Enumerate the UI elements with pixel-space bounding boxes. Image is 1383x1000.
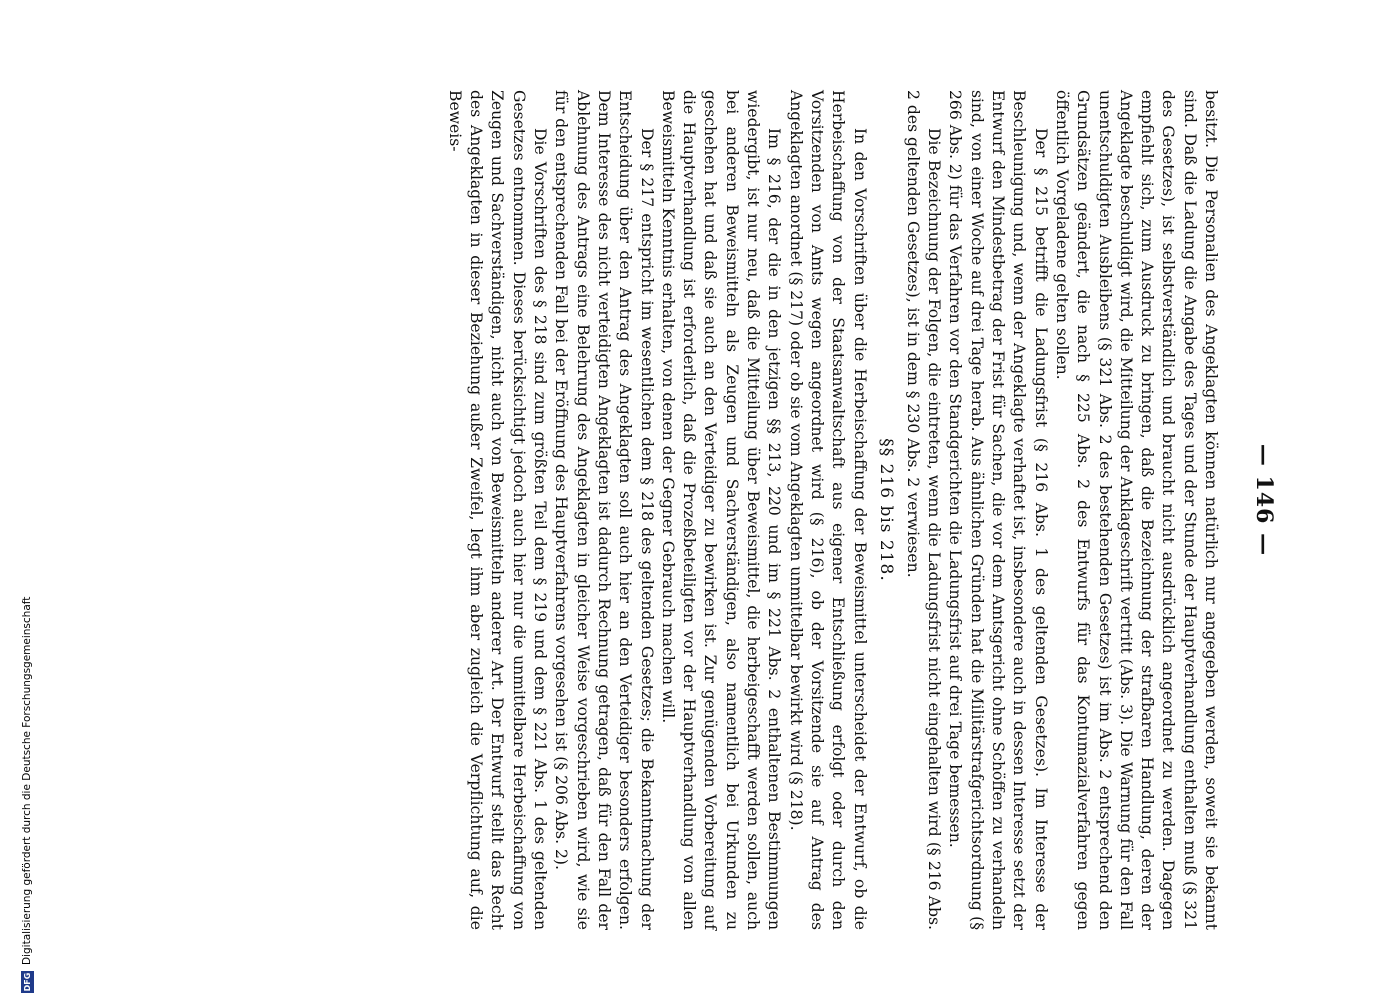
digitization-footer	[19, 393, 35, 993]
body-text	[444, 90, 1221, 930]
rotated-page-content	[123, 40, 1283, 960]
paragraph: Der § 215 betrifft die Ladungsfrist (§ 216 Abs. 1 des geltenden Gesetzes). Im Interesse der Beschleunigung und, wenn der Angeklagte verhaftet ist, insbesondere auch in dessen Interesse setzt der Entwurf den Mindestbetrag der Frist für Sachen, die vor dem Amtsgericht ohne Schöffen zu verhandeln sind, von einer Woche auf drei Tage herab. Aus ähnlichen Gründen hat die Militärstrafgerichtsordnung (§ 266 Abs. 2) für das Verfahren vor den Standgerichten die Ladungsfrist auf drei Tage bemessen.	[946, 90, 1050, 930]
section-heading: §§ 216 bis 218.	[875, 438, 896, 582]
paragraph: Im § 216, der die in den jetzigen §§ 213, 220 und im § 221 Abs. 2 enthaltenen Bestimmungen wiedergibt, ist nur neu, daß die Mitteilung über Beweismittel, die herbeigeschafft werden sollen, auch bei anderen Beweismitteln als Zeugen und Sachverständigen, also namentlich bei Urkunden zu geschehen hat und daß sie auch an den Verteidiger zu bewirken ist. Zur genügenden Vorbereitung auf die Hauptverhandlung ist erforderlich, daß die Prozeßbeteiligten vor der Hauptverhandlung von allen Beweismitteln Kenntnis erhalten, von denen der Gegner Gebrauch machen will.	[658, 90, 784, 930]
funding-note: Digitalisierung gefördert durch die Deutsche Forschungsgemeinschaft	[21, 596, 33, 965]
paragraph: Die Bezeichnung der Folgen, die eintreten, wenn die Ladungsfrist nicht eingehalten wird (§ 216 Abs. 2 des geltenden Gesetzes), ist in dem § 230 Abs. 2 verwiesen.	[903, 90, 944, 930]
paragraph: Die Vorschriften des § 218 sind zum größten Teil dem § 219 und dem § 221 Abs. 1 des geltenden Gesetzes entnommen. Dieses berücksichtigt jedoch auch hier nur die unmittelbare Herbeischaffung von Zeugen und Sachverständigen, nicht auch von Beweismitteln anderer Art. Der Entwurf stellt das Recht des Angeklagten in dieser Beziehung außer Zweifel, legt ihm aber zugleich die Verpflichtung auf, die Beweis-	[445, 90, 550, 930]
paragraph: besitzt. Die Personalien des Angeklagten können natürlich nur angegeben werden, soweit sie bekannt sind. Daß die Ladung die Angabe des Tages und der Stunde der Hauptverhandlung enthalten muß (§ 321 des Gesetzes), ist selbstverständlich und braucht nicht ausdrücklich angeordnet zu werden. Dagegen empfiehlt sich, zum Ausdruck zu bringen, daß die Bezeichnung der strafbaren Handlung, deren der Angeklagte beschuldigt wird, die Mitteilung der Anklageschrift vertritt (Abs. 3). Die Warnung für den Fall unentschuldigten Ausbleibens (§ 321 Abs. 2 des bestehenden Gesetzes) ist im Abs. 2 entsprechend den Grundsätzen geändert, die nach § 225 Abs. 2 des Entwurfs für das Kontumazialverfahren gegen öffentlich Vorgeladene gelten sollen.	[1052, 90, 1220, 930]
dfg-logo-icon: DFG	[22, 972, 32, 992]
paragraph: Der § 217 entspricht im wesentlichen dem § 218 des geltenden Gesetzes; die Bekanntmachung der Entscheidung über den Antrag des Angeklagten soll auch hier an den Verteidiger besonders erfolgen. Dem Interesse des nicht verteidigten Angeklagten ist dadurch Rechnung getragen, daß für den Fall der Ablehnung des Antrags eine Belehrung des Angeklagten in gleicher Weise vorgeschrieben wird, wie sie für den entsprechenden Fall bei der Eröffnung des Hauptverfahrens vorgesehen ist (§ 206 Abs. 2).	[552, 90, 656, 930]
page-number: — 146 —	[1251, 443, 1277, 557]
paragraph: In den Vorschriften über die Herbeischaffung der Beweismittel unterscheidet der Entwurf, ob die Herbeischaffung von der Staatsanwaltschaft aus eigener Entschließung erfolgt oder durch den Vorsitzenden von Amts wegen angeordnet wird (§ 216), ob der Vorsitzende sie auf Antrag des Angeklagten anordnet (§ 217) oder ob sie vom Angeklagten unmittelbar bewirkt wird (§ 218).	[786, 90, 869, 930]
